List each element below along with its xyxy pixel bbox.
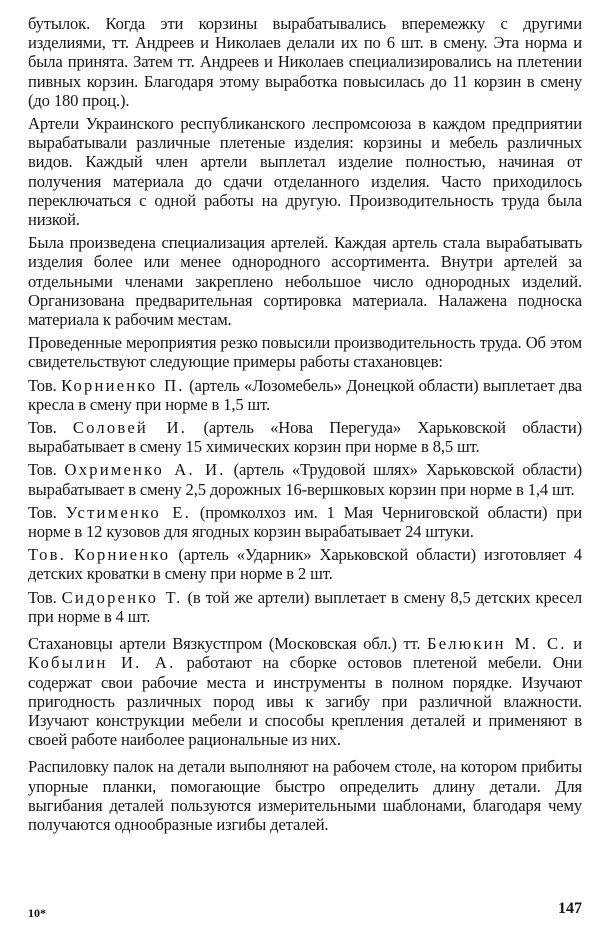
worker-name-belyukin: Белюкин М. С. xyxy=(426,634,567,654)
worker-name: Корниенко xyxy=(74,545,171,565)
worker-name-kobylin: Кобылин И. А. xyxy=(28,653,176,673)
worker-name: Устименко Е. xyxy=(65,502,191,522)
page-number: 147 xyxy=(558,900,582,917)
signature-mark: 10* xyxy=(28,906,46,920)
example-prefix: Тов. xyxy=(28,375,57,395)
example-sidorenko xyxy=(28,588,582,626)
example-prefix: Тов. xyxy=(28,502,57,522)
example-ustimenko xyxy=(28,503,582,541)
worker-name: Корниенко П. xyxy=(61,375,185,395)
paragraph-beer-baskets: бутылок. Когда эти корзины вырабатывались вперемежку с другими изделиями, тт. Андреев и Николаев делали их по 6 шт. в смену. Эта норма и была принята. Затем тт. Андреев и Николаев специализировались на плетении пивных корзин. Благодаря этому выработка повысилась до 11 корзин в смену (до 180 проц.). xyxy=(28,14,582,110)
example-text: (артель «Трудовой шлях» Харьковской области) вырабатывает в смену 2,5 дорожных 16-вершковых корзин при норме в 1,4 шт. xyxy=(28,460,583,499)
example-korniyenko xyxy=(28,545,582,583)
paragraph-ukrainian-artels: Артели Украинского республиканского леспромсоюза в каждом предприятии вырабатывали различные плетеные изделия: корзины и мебель различных видов. Каждый член артели выплетал изделие полностью, начиная от получения материала до сдачи отделанного изделия. Часто приходилось переключаться с одной работы на другую. Производительность труда была низкой. xyxy=(28,114,582,230)
example-prefix: Тов. xyxy=(28,587,57,607)
example-text: (артель «Ударник» Харьковской области) изготовляет 4 детских кроватки в смену при норме в 2 шт. xyxy=(28,545,582,584)
vyazkustrom-rest: работают на сборке остовов плетеной мебели. Они содержат свои рабочие места и инструменты в полном порядке. Изучают пригодность различных пород ивы к загибу при различной влажности. Изучают конструкции мебели и способы крепления деталей и применяют в своей работе наиболее рациональные из них. xyxy=(28,653,582,750)
worker-name: Охрименко А. И. xyxy=(64,460,226,480)
example-prefix: Тов. xyxy=(28,545,66,565)
paragraph-sawing: Распиловку палок на детали выполняют на рабочем столе, на котором прибиты упорные планки, помогающие быстро определить длину детали. Для выгибания деталей пользуются измерительными шаблонами, благодаря чему получаются однообразные изгибы деталей. xyxy=(28,757,582,834)
page-body xyxy=(28,14,582,834)
paragraph-productivity: Проведенные мероприятия резко повысили производительность труда. Об этом свидетельствуют следующие примеры работы стахановцев: xyxy=(28,333,582,372)
example-text: (артель «Нова Перегуда» Харьковской области) вырабатывает в смену 15 химических корзин при норме в 8,5 шт. xyxy=(28,418,582,457)
paragraph-specialization: Была произведена специализация артелей. Каждая артель стала вырабатывать изделия более или менее однородного ассортимента. Внутри артелей за отдельными членами закреплено небольшое число однородных изделий. Организована предварительная сортировка материала. Налажена подноска материала к рабочим местам. xyxy=(28,233,582,330)
example-prefix: Тов. xyxy=(28,418,57,438)
vyazkustrom-intro: Стахановцы артели Вязкустпром (Московская обл.) тт. xyxy=(28,634,421,654)
paragraph-vyazkustrom xyxy=(28,634,582,749)
example-solovey xyxy=(28,418,582,456)
worker-name: Сидоренко Т. xyxy=(61,587,183,607)
example-text: (артель «Лозомебель» Донецкой области) выплетает два кресла в смену при норме в 1,5 шт. xyxy=(28,375,583,414)
page-footer xyxy=(28,900,582,922)
example-text: (в той же артели) выплетает в смену 8,5 детских кресел при норме в 4 шт. xyxy=(28,587,582,626)
example-text: (промколхоз им. 1 Мая Черниговской области) при норме в 12 кузовов для ягодных корзин вырабатывает 24 штуки. xyxy=(28,502,583,542)
worker-name: Соловей И. xyxy=(72,418,188,438)
example-okhrimenko xyxy=(28,460,582,498)
example-korniyenko-p xyxy=(28,376,582,414)
conjunction: и xyxy=(573,634,583,654)
example-prefix: Тов. xyxy=(28,460,57,480)
